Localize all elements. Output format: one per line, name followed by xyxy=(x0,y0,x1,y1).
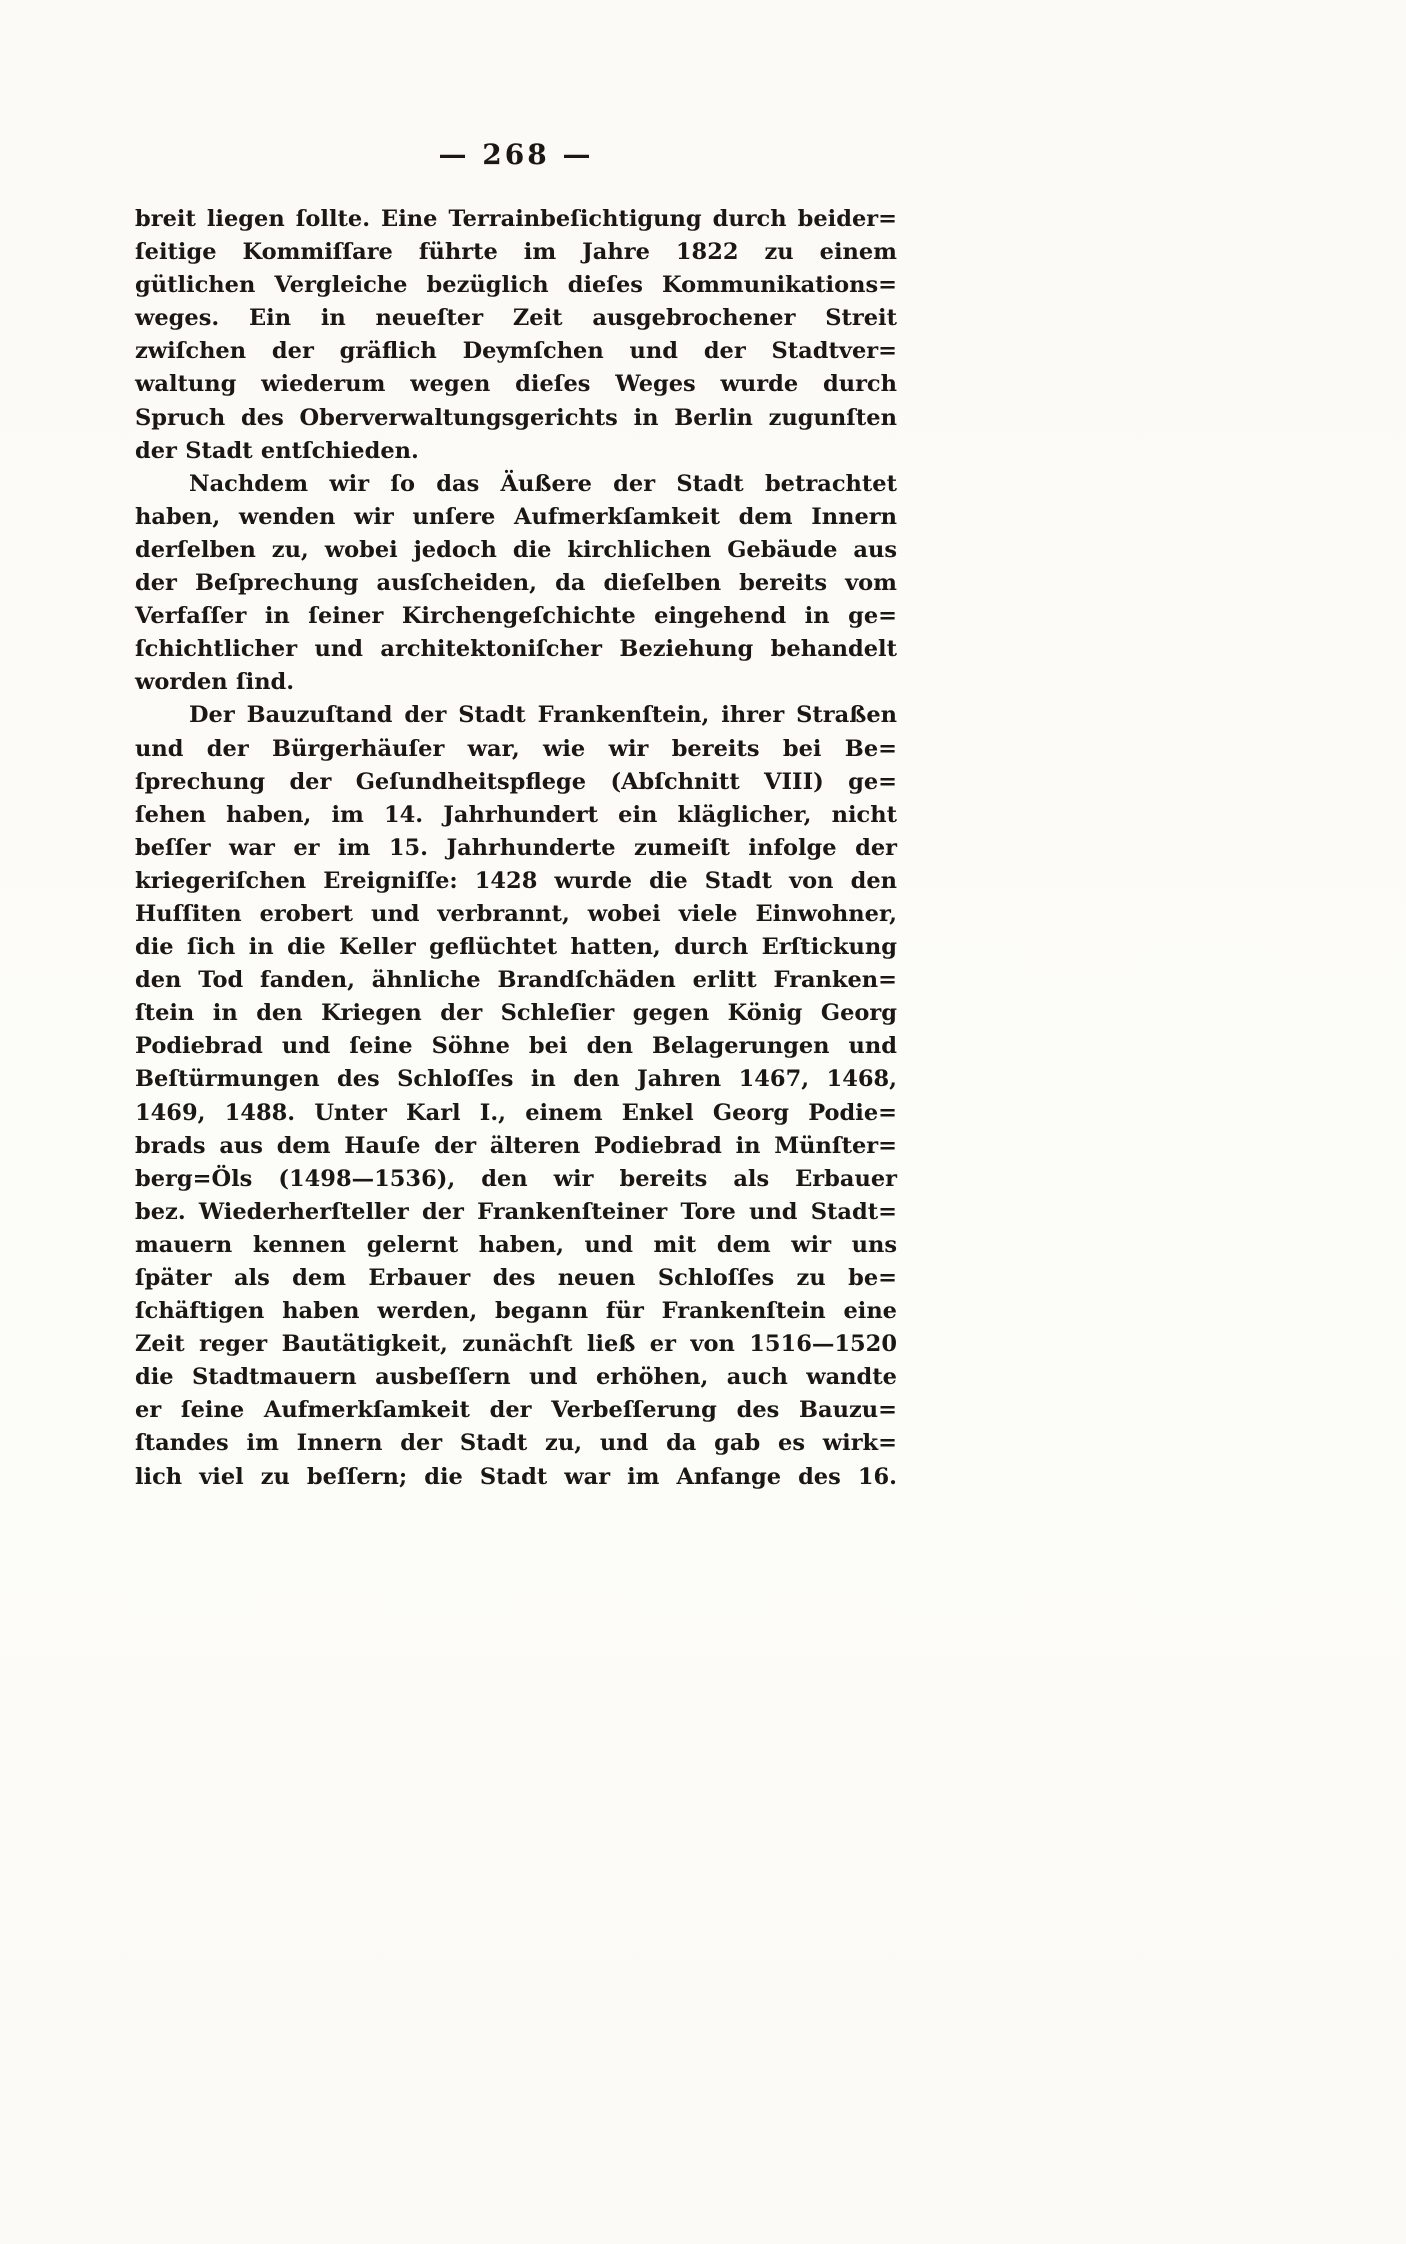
text-line: den Tod fanden, ähnliche Brandſchäden erlitt Franken= xyxy=(135,967,897,994)
text-line: Huſſiten erobert und verbrannt, wobei viele Einwohner, xyxy=(135,900,897,927)
text-line: ſehen haben, im 14. Jahrhundert ein kläglicher, nicht xyxy=(135,801,897,828)
text-line: beſſer war er im 15. Jahrhunderte zumeiſt infolge der xyxy=(135,834,897,861)
text-line: Podiebrad und ſeine Söhne bei den Belagerungen und xyxy=(135,1033,897,1060)
text-line: haben, wenden wir unſere Aufmerkſamkeit dem Innern xyxy=(135,503,897,530)
text-line: der Beſprechung ausſcheiden, da dieſelben bereits vom xyxy=(135,570,897,597)
text-line: bez. Wiederherſteller der Frankenſteiner Tore und Stadt= xyxy=(135,1198,897,1225)
text-line: ſtandes im Innern der Stadt zu, und da gab es wirk= xyxy=(135,1430,897,1457)
text-line: ſpäter als dem Erbauer des neuen Schloſſes zu be= xyxy=(135,1265,897,1291)
text-line: die Stadtmauern ausbeſſern und erhöhen, auch wandte xyxy=(135,1364,897,1391)
page-number: — 268 — xyxy=(438,138,594,171)
text-line: Zeit reger Bautätigkeit, zunächſt ließ er von 1516—1520 xyxy=(135,1331,897,1358)
text-line: ſeitige Kommiſſare führte im Jahre 1822 zu einem xyxy=(135,239,897,266)
text-line: Verfaſſer in ſeiner Kirchengeſchichte eingehend in ge= xyxy=(135,603,897,630)
text-line: kriegeriſchen Ereigniſſe: 1428 wurde die Stadt von den xyxy=(135,867,897,894)
text-line: brads aus dem Hauſe der älteren Podiebrad in Münſter= xyxy=(135,1132,897,1159)
text-line: er ſeine Aufmerkſamkeit der Verbeſſerung des Bauzu= xyxy=(135,1397,897,1424)
text-line: Spruch des Oberverwaltungsgerichts in Berlin zugunſten xyxy=(135,404,897,431)
text-line: mauern kennen gelernt haben, und mit dem wir uns xyxy=(135,1231,897,1258)
text-line: worden ſind. xyxy=(135,669,295,696)
text-line: 1469, 1488. Unter Karl I., einem Enkel Georg Podie= xyxy=(135,1099,897,1126)
text-line: und der Bürgerhäuſer war, wie wir bereits bei Be= xyxy=(135,735,897,762)
text-line: ſchichtlicher und architektoniſcher Beziehung behandelt xyxy=(135,636,897,663)
text-line: waltung wiederum wegen dieſes Weges wurde durch xyxy=(135,371,897,398)
text-line: Nachdem wir ſo das Äußere der Stadt betrachtet xyxy=(189,470,897,497)
text-block xyxy=(135,203,897,1494)
text-line: ſchäftigen haben werden, begann für Frankenſtein eine xyxy=(135,1298,897,1325)
text-line: breit liegen ſollte. Eine Terrainbeſichtigung durch beider= xyxy=(135,206,897,232)
text-line: Beſtürmungen des Schloſſes in den Jahren 1467, 1468, xyxy=(135,1066,897,1093)
text-line: derſelben zu, wobei jedoch die kirchlichen Gebäude aus xyxy=(135,536,897,563)
text-line: Der Bauzuſtand der Stadt Frankenſtein, ihrer Straßen xyxy=(189,702,897,729)
text-line: lich viel zu beſſern; die Stadt war im Anfange des 16. xyxy=(135,1463,897,1490)
text-line: ſtein in den Kriegen der Schleſier gegen König Georg xyxy=(135,1000,897,1027)
text-line: der Stadt entſchieden. xyxy=(135,437,419,464)
text-line: die ſich in die Keller geflüchtet hatten, durch Erſtickung xyxy=(135,934,897,961)
text-line: berg=Öls (1498—1536), den wir bereits als Erbauer xyxy=(135,1165,897,1192)
text-line: weges. Ein in neueſter Zeit ausgebrochener Streit xyxy=(135,305,897,332)
text-line: gütlichen Vergleiche bezüglich dieſes Kommunikations= xyxy=(135,272,897,299)
text-line: zwiſchen der gräflich Deymſchen und der Stadtver= xyxy=(135,338,897,365)
text-line: ſprechung der Geſundheitspflege (Abſchnitt VIII) ge= xyxy=(135,768,897,795)
